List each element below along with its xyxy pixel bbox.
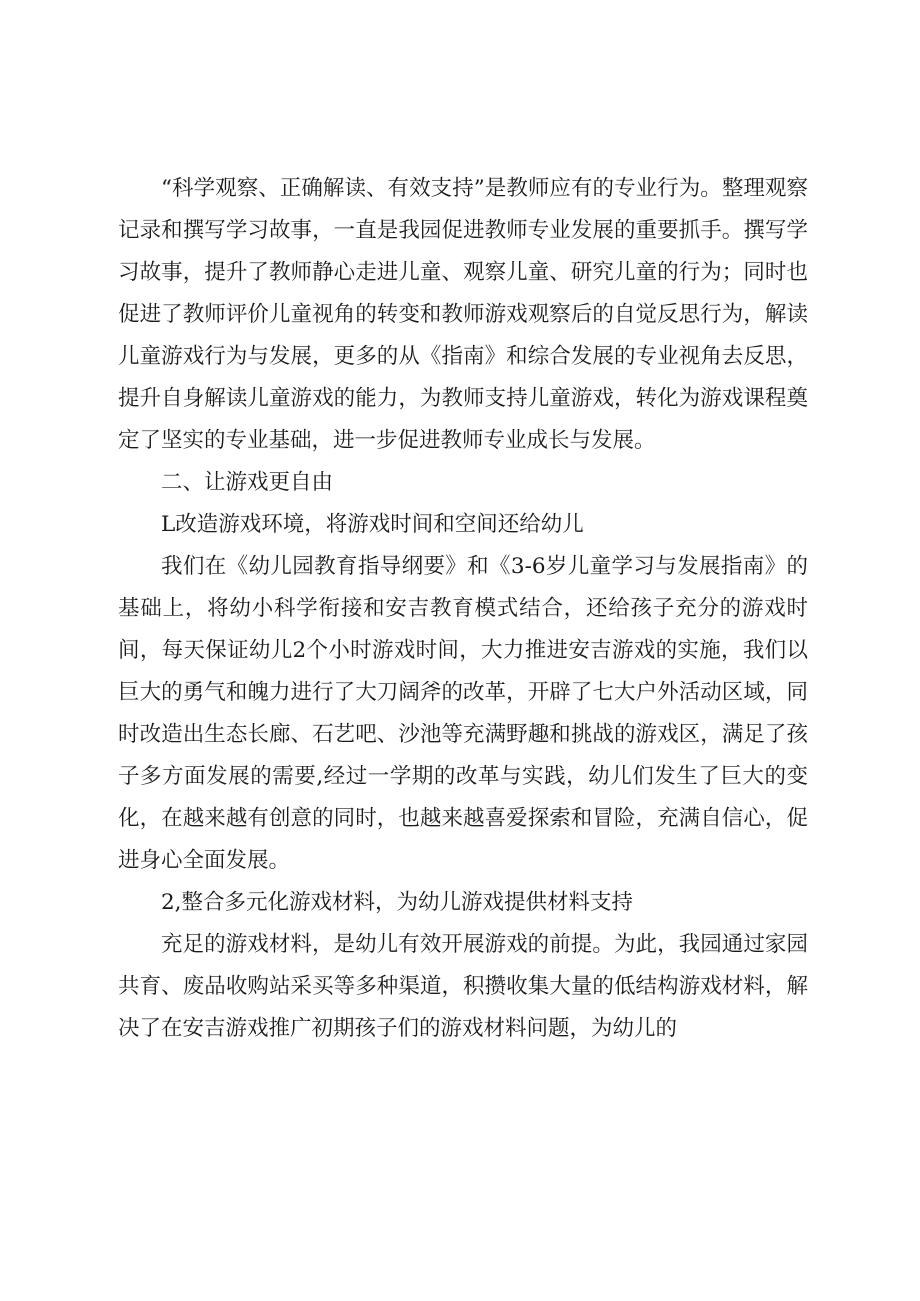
subheading-materials: 2,整合多元化游戏材料，为幼儿游戏提供材料支持: [161, 890, 634, 915]
paragraph-materials: 充足的游戏材料，是幼儿有效开展游戏的前提。为此，我园通过家园共育、废品收购站采买等多种渠道，积攒收集大量的低结构游戏材料，解决了在安吉游戏推广初期孩子们的游戏材料问题，为幼儿的: [118, 932, 808, 1041]
paragraph-environment-reform: 我们在《幼儿园教育指导纲要》和《3-6岁儿童学习与发展指南》的基础上，将幼小科学衔接和安吉教育模式结合，还给孩子充分的游戏时间，每天保证幼儿2个小时游戏时间，大力推进安吉游戏的实施，我们以巨大的勇气和魄力进行了大刀阔斧的改革，开辟了七大户外活动区域，同时改造出生态长廊、石艺吧、沙池等充满野趣和挑战的游戏区，满足了孩子多方面发展的需要,经过一学期的改革与实践，幼儿们发生了巨大的变化，在越来越有创意的同时，也越来越喜爱探索和冒险，充满自信心，促进身心全面发展。: [118, 554, 808, 873]
subheading-environment: L改造游戏环境，将游戏时间和空间还给幼儿: [161, 512, 584, 537]
paragraph-teacher-observation: “科学观察、正确解读、有效支持”是教师应有的专业行为。整理观察记录和撰写学习故事，一直是我园促进教师专业发展的重要抓手。撰写学习故事，提升了教师静心走进儿童、观察儿童、研究儿童的行为；同时也促进了教师评价儿童视角的转变和教师游戏观察后的自觉反思行为，解读儿童游戏行为与发展，更多的从《指南》和综合发展的专业视角去反思，提升自身解读儿童游戏的能力，为教师支持儿童游戏，转化为游戏课程奠定了坚实的专业基础，进一步促进教师专业成长与发展。: [118, 176, 808, 453]
document-body: [118, 168, 808, 1050]
section-heading-free-play: 二、让游戏更自由: [161, 470, 334, 495]
